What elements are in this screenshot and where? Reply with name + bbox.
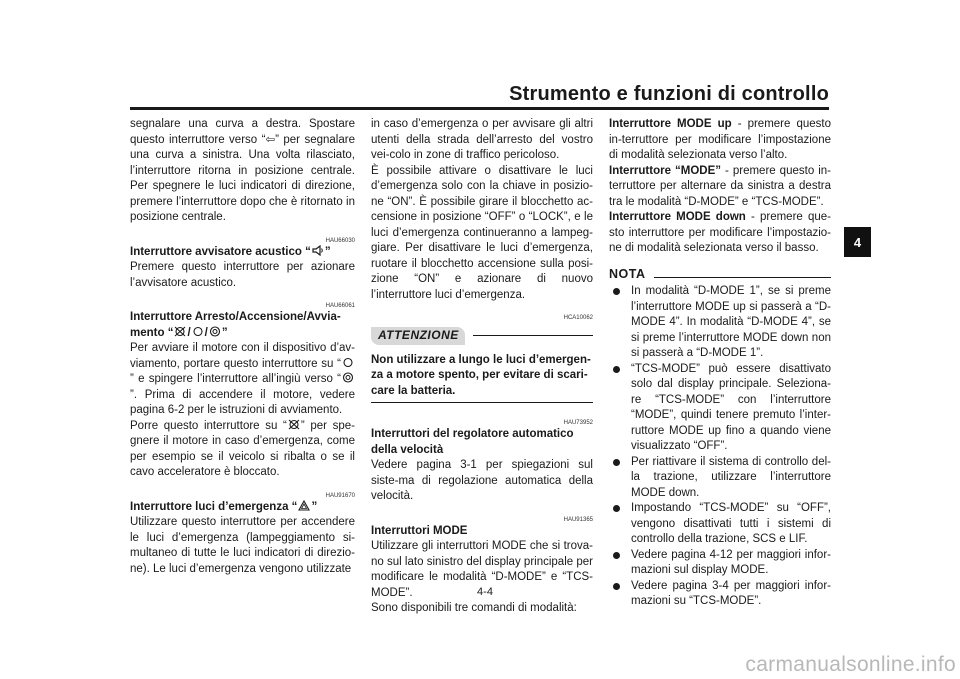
column-2 <box>371 117 593 617</box>
attention-text: Non utilizzare a lungo le luci d’emergen-za a motore spento, per evitare di scari-care la batteria. <box>371 353 591 397</box>
list-item <box>609 501 831 548</box>
text-run: - premere que-sto interruttore per modificare l’impostazio-ne di modalità selezionata verso il basso. <box>609 211 831 254</box>
separator: / <box>187 326 191 339</box>
list-item-text: Impostando “TCS-MODE” su “OFF”, vengono disattivati tutti i sistemi di controllo della trazione, SCS e LIF. <box>631 502 831 545</box>
section-heading-start-stop <box>130 310 355 341</box>
term-mode-down: Interruttore MODE down <box>609 211 746 223</box>
text-run: ” per spe-gnere il motore in caso d’emergenza, come per esempio se il veicolo si ribalta o se il cavo acceleratore è bloccato. <box>130 419 355 478</box>
list-item-text: Per riattivare il sistema di controllo del-la trazione, utilizzare l’interruttore MODE down. <box>631 455 831 499</box>
paragraph <box>609 210 831 257</box>
section-code: HAU73952 <box>563 420 593 426</box>
nota-header <box>609 267 831 283</box>
engine-start-icon <box>342 372 354 383</box>
bullet-icon <box>613 505 620 512</box>
page-header-title: Strumento e funzioni di controllo <box>509 83 829 105</box>
list-item-text: Vedere pagina 3-4 per maggiori infor-mazioni su “TCS-MODE”. <box>631 579 831 607</box>
bullet-icon <box>613 459 620 466</box>
engine-run-icon <box>192 326 204 337</box>
horn-icon <box>312 245 324 256</box>
section-code: HCA10062 <box>563 315 593 321</box>
list-item-text: In modalità “D-MODE 1”, se si preme l’interruttore MODE up si passerà a “D-MODE 4”. In modalità “D-MODE 4”, se si preme l’interruttore MODE down non si passerà a “D-MODE 1”. <box>631 285 831 359</box>
column-1 <box>130 117 355 577</box>
term-mode: Interruttore “MODE” <box>609 164 721 177</box>
text-run: - premere questo in-terruttore per modificare l’impostazione di modalità selezionata verso l’alto. <box>609 118 831 161</box>
heading-text: ” <box>221 326 228 339</box>
heading-text: mento “ <box>130 326 174 339</box>
list-item <box>609 455 831 502</box>
paragraph: Utilizzare questo interruttore per accendere le luci d’emergenza (lampeggiamento si-multaneo di tutte le luci indicatori di direzio-ne). Le luci d’emergenza vengono utilizzate <box>130 516 355 575</box>
watermark-link[interactable]: carmanualsonline.info <box>745 653 956 676</box>
text-run: ”. Prima di accendere il motore, vedere pagina 6-2 per le istruzioni di avviamento. <box>130 388 355 416</box>
attention-header <box>371 327 593 345</box>
text-run: - premere questo in-terruttore per alternare da sinistra a destra tra le modalità “D-MODE” e “TCS-MODE”. <box>609 164 832 208</box>
separator: / <box>204 326 208 339</box>
attention-box <box>371 314 593 403</box>
paragraph <box>130 341 355 419</box>
term-mode-up: Interruttore MODE up <box>609 118 732 130</box>
nota-label: NOTA <box>609 266 646 281</box>
paragraph: in caso d’emergenza o per avvisare gli altri utenti della strada dell’arresto del vostro vei-colo in zone di traffico pericoloso. <box>371 118 593 161</box>
paragraph: segnalare una curva a destra. Spostare questo interruttore verso “⇦” per segnalare una curva a sinistra. Una volta rilasciato, l’interruttore ritorna in posizione centrale. Per spegnere le luci indicatori di direzione, premere l’interruttore dopo che è ritornato in posizione centrale. <box>130 118 355 223</box>
engine-start-icon <box>209 326 221 337</box>
paragraph: È possibile attivare o disattivare le luci d’emergenza solo con la chiave in posizio-ne “ON”. È possibile girare il blocchetto ac-censione in posizione “OFF” o “LOCK”, e le luci d’emergenza continueranno a lampeg-giare. Per disattivare le luci d’emergenza, ruotare il blocchetto accensione sulla posi-zione “ON” e azionare di nuovo l’interruttore luci d’emergenza. <box>371 164 593 301</box>
heading-text: ” <box>324 245 331 258</box>
list-item <box>609 284 831 362</box>
list-item-text: Vedere pagina 4-12 per maggiori infor-mazioni sul display MODE. <box>631 548 831 576</box>
header-rule <box>130 107 829 110</box>
section-code: HAU66030 <box>325 237 355 244</box>
section-code: HAU66061 <box>325 303 355 309</box>
bullet-icon <box>613 366 620 373</box>
attention-label: ATTENZIONE <box>371 327 465 345</box>
column-3 <box>609 117 831 610</box>
heading-text: Interruttore Arresto/Accensione/Avvia- <box>130 311 341 323</box>
page-number: 4-4 <box>477 586 493 598</box>
text-run: ” e spingere l’interruttore all’ingiù verso “ <box>130 373 341 385</box>
list-item <box>609 548 831 579</box>
paragraph: Vedere pagina 3-1 per spiegazioni sul siste-ma di regolazione automatica della velocità. <box>371 459 593 502</box>
section-code: HAU91365 <box>563 516 593 523</box>
bullet-icon <box>613 583 620 590</box>
section-code: HAU91670 <box>325 492 355 499</box>
nota-list <box>609 284 831 610</box>
paragraph <box>609 117 831 164</box>
heading-text: ” <box>311 500 318 513</box>
text-run: Porre questo interruttore su “ <box>130 419 287 432</box>
attention-end-rule <box>371 402 593 403</box>
paragraph: Utilizzare gli interruttori MODE che si trova-no sul lato sinistro del display principale per modificare le modalità “D-MODE” e “TCS-MODE”. <box>371 540 593 599</box>
engine-run-icon <box>342 357 354 368</box>
text-run: Per avviare il motore con il dispositivo d’av-viamento, portare questo interruttore su “ <box>130 342 355 370</box>
list-item <box>609 362 831 455</box>
bullet-icon <box>613 552 620 559</box>
section-heading-cruise: Interruttori del regolatore automatico della velocità <box>371 428 574 456</box>
nota-rule <box>654 277 832 278</box>
paragraph: Premere questo interruttore per azionare l’avvisatore acustico. <box>130 261 355 289</box>
hazard-triangle-icon <box>298 500 310 511</box>
section-heading-mode: Interruttori MODE <box>371 524 468 537</box>
paragraph <box>609 164 831 211</box>
engine-stop-icon <box>174 326 186 337</box>
heading-text: Interruttore luci d’emergenza “ <box>130 500 298 513</box>
heading-text: Interruttore avvisatore acustico “ <box>130 245 311 258</box>
section-heading-horn <box>130 245 355 261</box>
section-heading-hazard <box>130 500 355 516</box>
engine-stop-icon <box>288 419 300 430</box>
bullet-icon <box>613 288 620 295</box>
list-item <box>609 579 831 610</box>
paragraph <box>130 419 355 481</box>
chapter-tab: 4 <box>844 227 871 257</box>
attention-rule <box>473 335 593 336</box>
paragraph: Sono disponibili tre comandi di modalità: <box>371 602 577 614</box>
list-item-text: “TCS-MODE” può essere disattivato solo dal display principale. Seleziona-re “TCS-MODE” con l’interruttore “MODE”, quindi tenere premuto l’inter-ruttore MODE up fino a quando viene visualizzato “OFF”. <box>631 362 831 452</box>
